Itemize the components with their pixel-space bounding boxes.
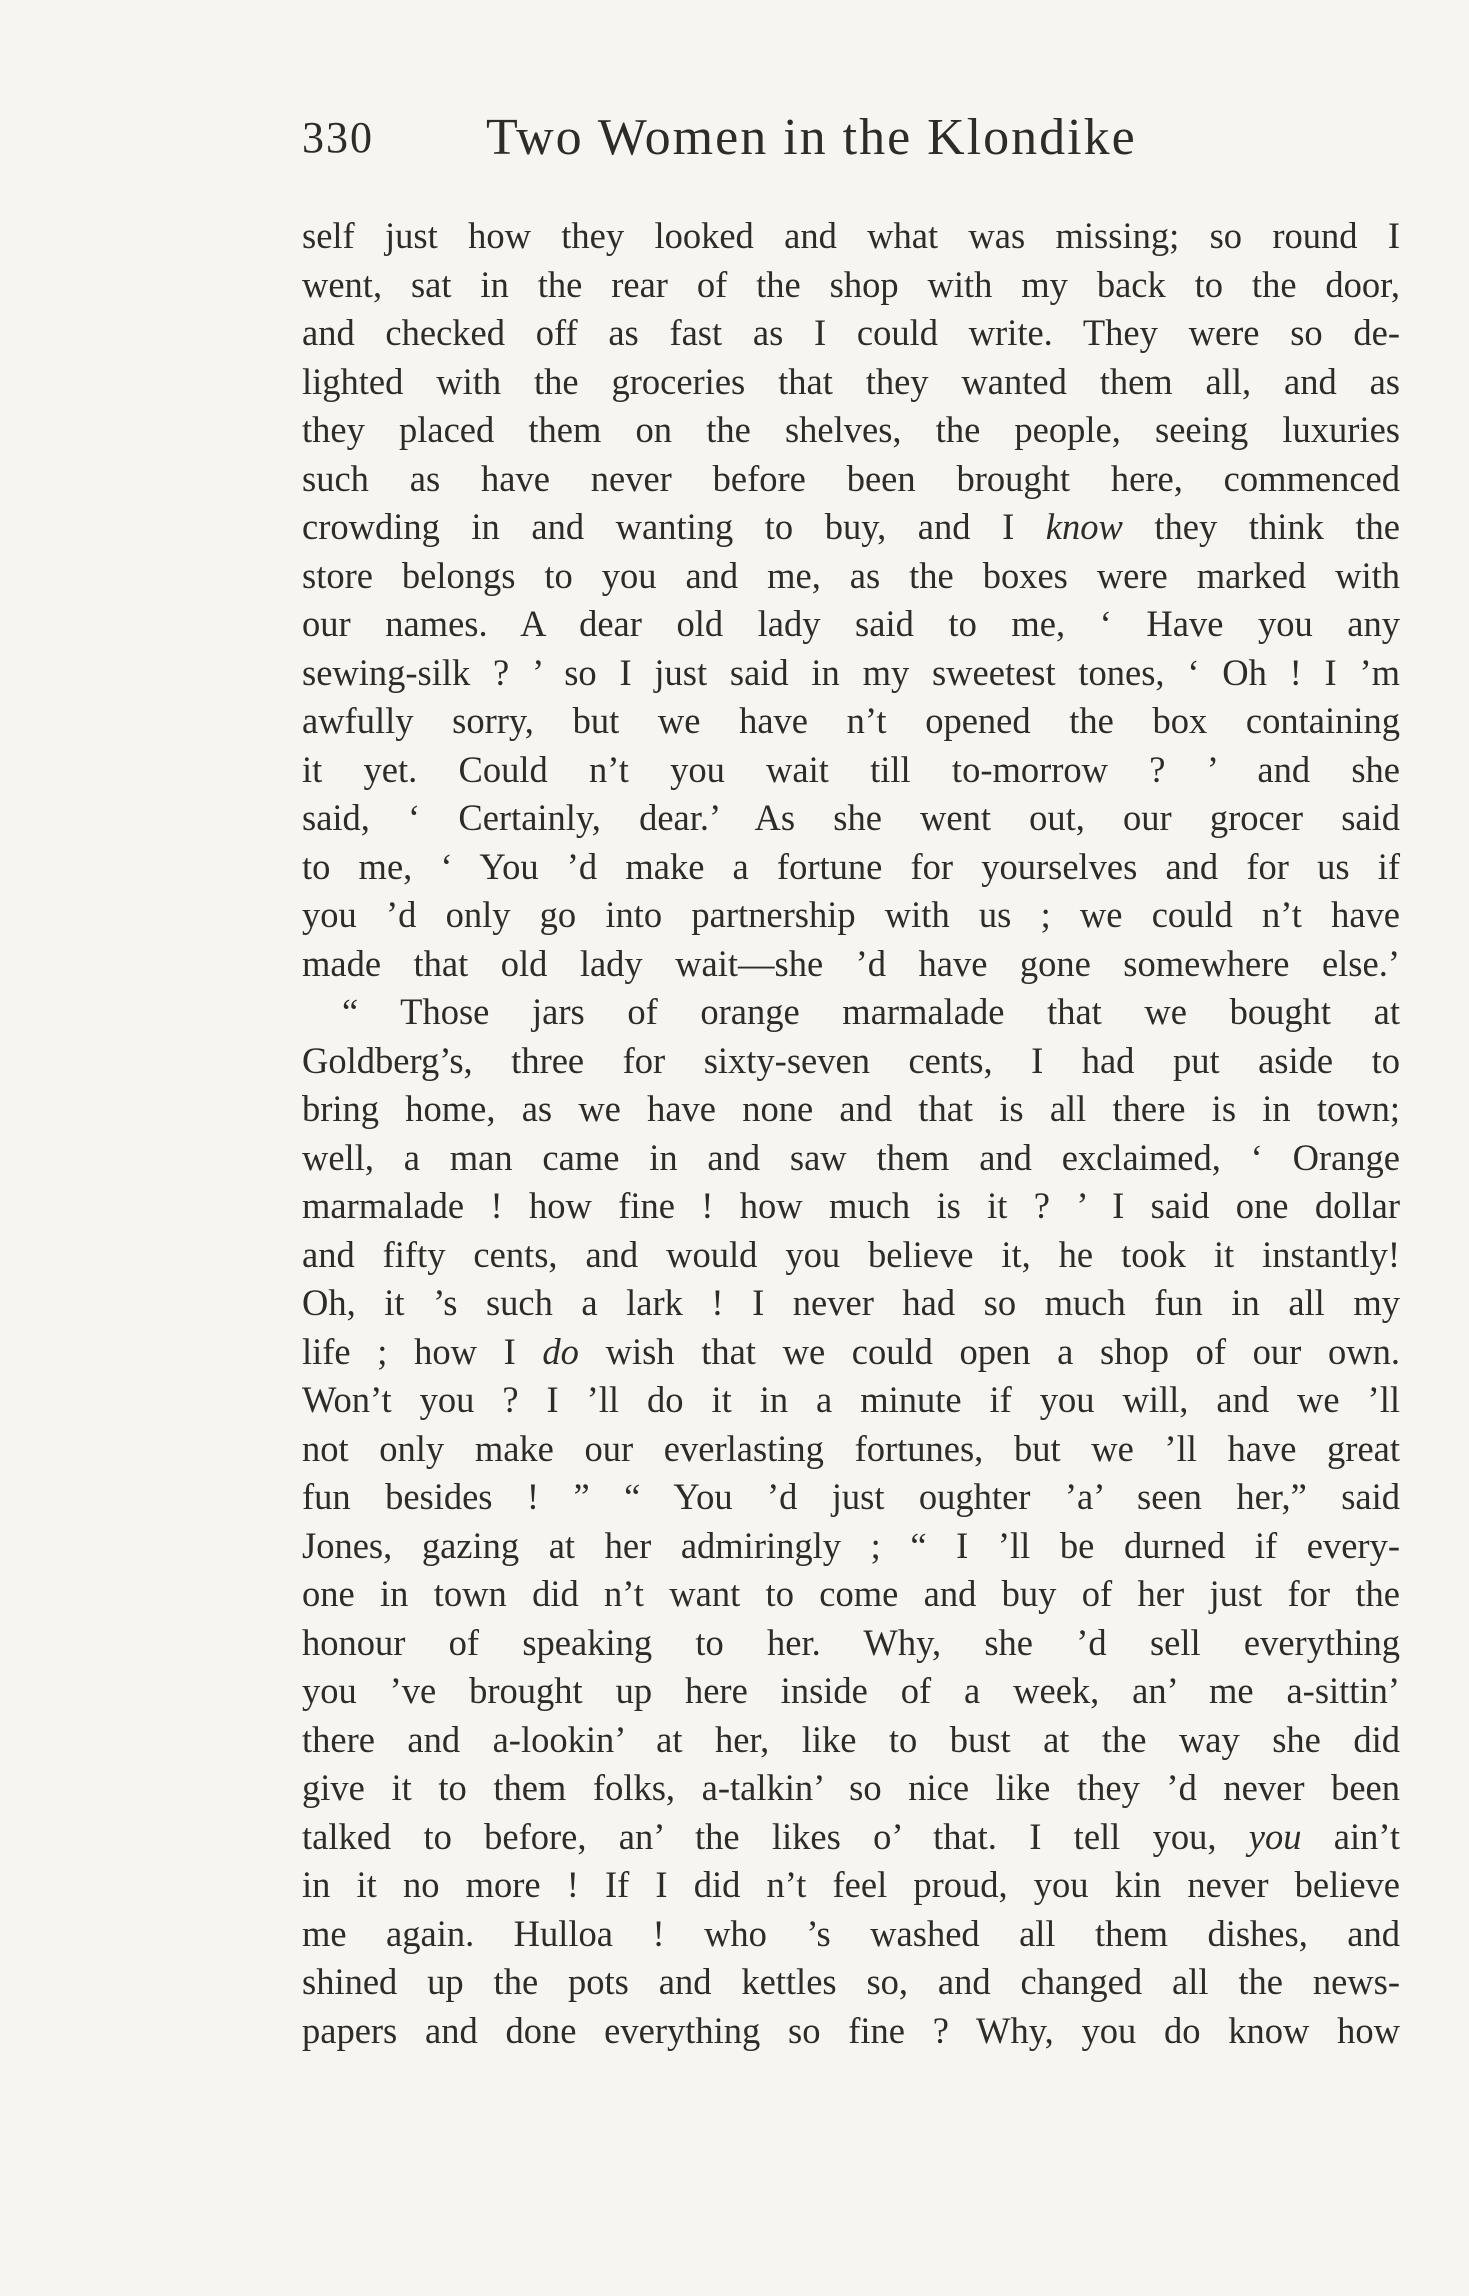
text-line (302, 552, 1400, 601)
text-line (302, 2007, 1400, 2056)
text-line (302, 1570, 1400, 1619)
text-line (302, 891, 1400, 940)
text-line (302, 988, 1400, 1037)
text-segment: papers and done everything so fine ? Why, you do know how (302, 2009, 1400, 2051)
text-line (302, 455, 1400, 504)
text-line (302, 1425, 1400, 1474)
text-segment: they think the (1122, 506, 1400, 547)
text-segment: lighted with the groceries that they wanted them all, and as (302, 360, 1400, 402)
text-segment: made that old lady wait—she ’d have gone somewhere else.’ (302, 942, 1400, 984)
running-title: Two Women in the Klondike (486, 109, 1137, 166)
text-segment: Won’t you ? I ’ll do it in a minute if you will, and we ’ll (302, 1379, 1400, 1420)
text-line (302, 843, 1400, 892)
text-line (302, 794, 1400, 843)
text-line (302, 1279, 1400, 1328)
text-segment: sewing-silk ? ’ so I just said in my sweetest tones, ‘ Oh ! I ’m (302, 651, 1400, 693)
text-line (302, 1716, 1400, 1765)
text-line (302, 1376, 1400, 1425)
text-segment: you ’d only go into partnership with us ; we could n’t have (302, 894, 1400, 935)
body-text (302, 212, 1400, 2055)
text-line (302, 600, 1400, 649)
text-line (302, 1861, 1400, 1910)
page-header (302, 108, 1222, 168)
text-segment: ain’t (1301, 1815, 1400, 1857)
italic-emphasis: know (1045, 506, 1123, 547)
text-line (302, 746, 1400, 795)
text-segment: marmalade ! how fine ! how much is it ? ’ I said one dollar (302, 1185, 1400, 1226)
text-segment: they placed them on the shelves, the people, seeing luxuries (302, 409, 1400, 450)
text-segment: shined up the pots and kettles so, and changed all the news- (302, 1961, 1400, 2002)
text-segment: “ Those jars of orange marmalade that we bought at (342, 991, 1400, 1032)
text-segment: life ; how I (302, 1330, 543, 1372)
italic-emphasis: you (1248, 1815, 1302, 1857)
text-line (302, 212, 1400, 261)
italic-emphasis: do (542, 1330, 579, 1372)
text-segment: Goldberg’s, three for sixty-seven cents, I had put aside to (302, 1039, 1400, 1081)
text-line (302, 1958, 1400, 2007)
text-segment: one in town did n’t want to come and buy of her just for the (302, 1573, 1400, 1614)
text-segment: such as have never before been brought here, commenced (302, 457, 1400, 499)
text-segment: went, sat in the rear of the shop with my back to the door, (302, 263, 1400, 305)
text-line (302, 261, 1400, 310)
text-segment: me again. Hulloa ! who ’s washed all them dishes, and (302, 1912, 1400, 1954)
text-line (302, 1231, 1400, 1280)
text-line (302, 1813, 1400, 1862)
text-segment: honour of speaking to her. Why, she ’d sell everything (302, 1621, 1400, 1663)
text-segment: self just how they looked and what was missing; so round I (302, 215, 1400, 256)
text-segment: there and a-lookin’ at her, like to bust at the way she did (302, 1718, 1400, 1760)
text-line (302, 940, 1400, 989)
text-line (302, 1182, 1400, 1231)
text-line (302, 503, 1400, 552)
text-line (302, 406, 1400, 455)
text-segment: in it no more ! If I did n’t feel proud, you kin never believe (302, 1864, 1400, 1905)
text-line (302, 1473, 1400, 1522)
text-line (302, 1085, 1400, 1134)
text-segment: well, a man came in and saw them and exclaimed, ‘ Orange (302, 1136, 1400, 1178)
text-line (302, 1522, 1400, 1571)
text-segment: store belongs to you and me, as the boxes were marked with (302, 554, 1400, 596)
text-segment: crowding in and wanting to buy, and I (302, 506, 1046, 547)
text-line (302, 358, 1400, 407)
text-segment: give it to them folks, a-talkin’ so nice like they ’d never been (302, 1767, 1400, 1808)
text-line (302, 1134, 1400, 1183)
text-segment: not only make our everlasting fortunes, but we ’ll have great (302, 1427, 1400, 1469)
text-segment: to me, ‘ You ’d make a fortune for yourselves and for us if (302, 845, 1400, 887)
text-line (302, 1037, 1400, 1086)
text-segment: you ’ve brought up here inside of a week, an’ me a-sittin’ (302, 1670, 1400, 1711)
text-segment: said, ‘ Certainly, dear.’ As she went out, our grocer said (302, 797, 1400, 838)
text-line (302, 1667, 1400, 1716)
text-line (302, 697, 1400, 746)
text-segment: and fifty cents, and would you believe it, he took it instantly! (302, 1233, 1400, 1275)
text-line (302, 309, 1400, 358)
text-segment: Jones, gazing at her admiringly ; “ I ’ll be durned if every- (302, 1524, 1400, 1566)
text-line (302, 1328, 1400, 1377)
text-line (302, 1619, 1400, 1668)
text-segment: our names. A dear old lady said to me, ‘ Have you any (302, 603, 1400, 644)
text-segment: awfully sorry, but we have n’t opened the box containing (302, 700, 1400, 741)
text-line (302, 1910, 1400, 1959)
page-number: 330 (302, 113, 374, 162)
text-line (302, 649, 1400, 698)
text-segment: talked to before, an’ the likes o’ that. I tell you, (302, 1815, 1249, 1857)
text-line (302, 1764, 1400, 1813)
text-segment: Oh, it ’s such a lark ! I never had so much fun in all my (302, 1282, 1400, 1323)
text-segment: wish that we could open a shop of our own. (578, 1330, 1400, 1372)
text-segment: bring home, as we have none and that is all there is in town; (302, 1088, 1400, 1129)
text-segment: fun besides ! ” “ You ’d just oughter ’a’ seen her,” said (302, 1476, 1400, 1517)
text-segment: it yet. Could n’t you wait till to-morrow ? ’ and she (302, 748, 1400, 790)
text-segment: and checked off as fast as I could write. They were so de- (302, 312, 1400, 353)
